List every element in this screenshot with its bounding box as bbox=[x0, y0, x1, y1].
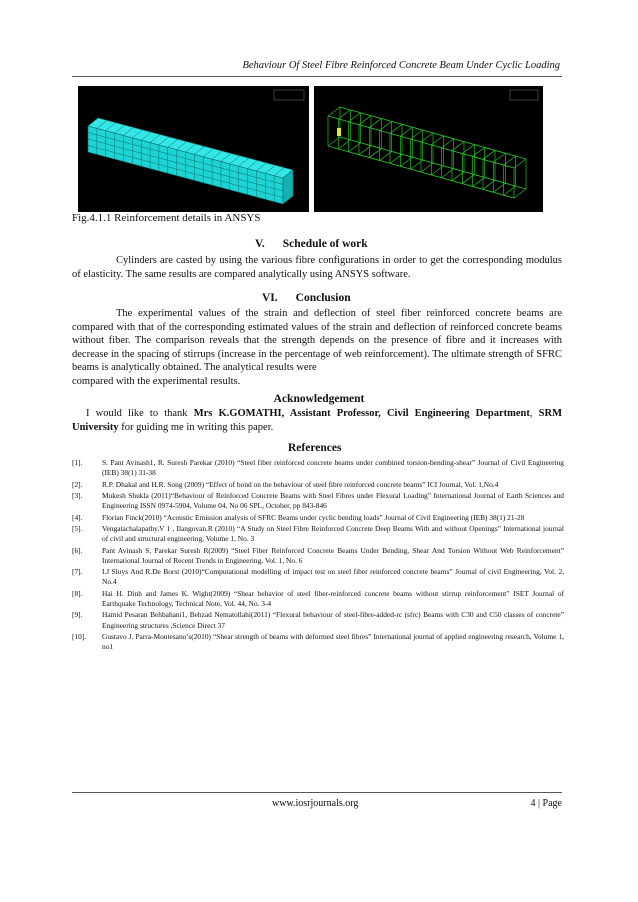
beam-reinforcement-cage-image bbox=[314, 86, 543, 212]
ack-pre: I would like to thank bbox=[86, 408, 194, 419]
section-5-text: Cylinders are casted by using the various fibre configurations in order to get the corresponding modulus of elasticity. The same results are compared analytically using ANSYS software. bbox=[72, 255, 562, 280]
reference-item bbox=[72, 480, 564, 490]
reference-item bbox=[72, 610, 564, 630]
header-rule bbox=[72, 76, 562, 77]
reference-number: [5]. bbox=[72, 523, 83, 533]
footer-rule bbox=[72, 792, 562, 793]
ack-name: Mrs K.GOMATHI, Assistant Professor, Civil Engineering Department bbox=[193, 408, 530, 419]
references-heading: References bbox=[288, 442, 342, 454]
section-6-text-end: compared with the experimental results. bbox=[72, 375, 241, 387]
reference-text: Mukesh Shukla (2011)“Behaviour of Reinforced Concrete Beams with Steel Fibres under Flexural Loading” International Journal of Earth Sciences and Engineering ISSN 0974-5904, Volume 04, No 06 SPL, October, pp 843-846 bbox=[102, 490, 564, 511]
reference-text: Hamid Pesaran Behbahani1, Behzad Nematollahi(2011) “Flexural behaviour of steel-fibre-added-rc (sfrc) Beams with C30 and C50 classes of concrete” Engineering structures ,Science Direct 37 bbox=[102, 610, 564, 630]
reference-item bbox=[72, 632, 564, 652]
reference-item bbox=[72, 458, 564, 478]
ansys-logo-box bbox=[274, 90, 304, 100]
section-5-paragraph bbox=[72, 254, 562, 281]
figure-ansys-solid-model bbox=[78, 86, 309, 212]
ack-mid: , bbox=[529, 408, 539, 419]
figure-ansys-reinforcement-model bbox=[314, 86, 543, 212]
reference-text: Florian Finck(2010) “Acoustic Emission analysis of SFRC Beams under cyclic bending loads” Journal of Civil Engineering (IEB) 38(1) 21-28 bbox=[102, 512, 525, 522]
section-5-title: Schedule of work bbox=[282, 238, 368, 250]
reference-number: [10]. bbox=[72, 631, 87, 641]
reference-text: Hai H. Dinh and James K. Wight(2009) “Shear behavior of steel fiber-reinforced concrete beams without stirrup reinforcement” ISET Journal of Earthquake Technology, Technical Note, Vol. 44, No. 3-4 bbox=[102, 588, 564, 608]
references-list bbox=[72, 458, 564, 654]
reference-item bbox=[72, 546, 564, 566]
footer-page-number: 4 | Page bbox=[530, 798, 562, 809]
section-6-paragraph bbox=[72, 307, 562, 388]
reference-number: [7]. bbox=[72, 567, 83, 577]
reference-text: I.J Sluys And R.De Borst (2010)“Computational modelling of impact test on steel fiber reinforced concrete beams” Journal of civil Engineering, Vol. 2, No.4 bbox=[102, 567, 564, 587]
reference-item bbox=[72, 513, 564, 523]
footer-website: www.iosrjournals.org bbox=[272, 798, 359, 809]
reference-number: [8]. bbox=[72, 588, 83, 598]
figure-caption: Fig.4.1.1 Reinforcement details in ANSYS bbox=[72, 212, 261, 224]
reference-number: [3]. bbox=[72, 490, 83, 500]
section-6-heading bbox=[262, 292, 351, 304]
reference-text: Vengatachalapathy.V 1 , Ilangovan.R (2010) “A Study on Steel Fibre Reinforced Concrete Deep Beams With and without Openings” International journal of civil and structural engineering, Volume 1, No. 3 bbox=[102, 523, 564, 544]
reference-number: [2]. bbox=[72, 479, 83, 489]
section-6-text: The experimental values of the strain and deflection of steel fiber reinforced concrete beams are compared with that of the corresponding estimated values of the strain and deflection of reinforced concrete beams without fiber. The comparison reveals that the strength depends on the presence of fibre and it increases with decrease in the spacing of stirrups (increase in the percentage of web reinforcement). The ultimate strength of SFRC beams is analytically obtained. The analytical results were bbox=[72, 308, 562, 373]
reference-item bbox=[72, 567, 564, 587]
acknowledgement-paragraph bbox=[72, 407, 562, 434]
section-5-number: V. bbox=[255, 238, 265, 250]
reference-number: [1]. bbox=[72, 458, 83, 467]
beam-solid-mesh-image bbox=[78, 86, 309, 212]
section-5-heading bbox=[255, 238, 368, 250]
reference-number: [6]. bbox=[72, 545, 83, 555]
reference-text: R.P. Dhakal and H.R. Song (2009) “Effect of bond on the behaviour of steel fibre reinforced concrete beams” ICI Journal, Vol. 1,No.4 bbox=[102, 479, 499, 489]
reference-number: [9]. bbox=[72, 610, 83, 620]
reference-item bbox=[72, 524, 564, 544]
section-6-title: Conclusion bbox=[295, 292, 351, 304]
ack-university: SRM University bbox=[72, 408, 562, 433]
reference-item bbox=[72, 589, 564, 609]
ack-post: for guiding me in writing this paper. bbox=[118, 421, 274, 433]
reference-text: Gustavo J. Parra-Montesano’s(2010) “Shear strength of beams with deformed steel fibres” International journal of applied engineering research, Volume 1, no1 bbox=[102, 631, 564, 652]
section-6-number: VI. bbox=[262, 292, 278, 304]
reference-number: [4]. bbox=[72, 512, 83, 522]
acknowledgement-heading: Acknowledgement bbox=[273, 393, 365, 405]
reference-text: S. Pant Avinash1, R. Suresh Parekar (2010) “Steel fiber reinforced concrete beams under combined torsion-bending-shear” Journal of Civil Engineering (IEB) 38(1) 31-38 bbox=[102, 458, 564, 478]
reference-text: Pant Avinash S, Parekar Suresh R(2009) “Steel Fiber Reinforced Concrete Beams Under Bending, Shear And Torsion Without Web Reinforcement” International Journal of Recent Trends in Engineering, Vol. 1, No. 6 bbox=[102, 545, 564, 565]
running-header: Behaviour Of Steel Fibre Reinforced Concrete Beam Under Cyclic Loading bbox=[242, 60, 560, 71]
reference-item bbox=[72, 491, 564, 511]
